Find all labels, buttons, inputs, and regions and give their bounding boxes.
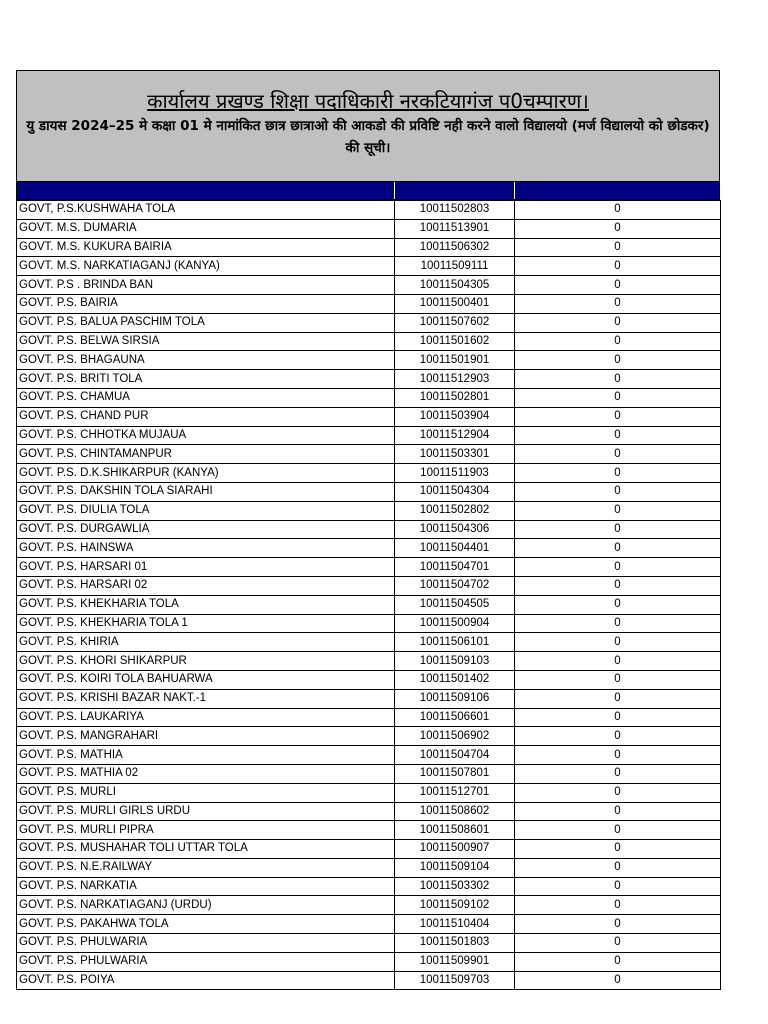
- school-name-cell: GOVT. P.S. HARSARI 02: [17, 576, 395, 595]
- table-row: [17, 219, 721, 238]
- table-row: [17, 952, 721, 971]
- school-name-cell: GOVT. P.S. BHAGAUNA: [17, 351, 395, 370]
- udise-code-cell: 10011504305: [395, 276, 515, 295]
- school-name-cell: GOVT. P.S. MURLI GIRLS URDU: [17, 802, 395, 821]
- enrollment-count-cell: 0: [515, 576, 721, 595]
- table-row: [17, 501, 721, 520]
- school-name-cell: GOVT. P.S. NARKATIA: [17, 877, 395, 896]
- udise-code-cell: 10011503302: [395, 877, 515, 896]
- school-name-cell: GOVT. P.S. DIULIA TOLA: [17, 501, 395, 520]
- udise-code-cell: 10011507801: [395, 764, 515, 783]
- table-row: [17, 294, 721, 313]
- udise-code-cell: 10011500401: [395, 294, 515, 313]
- school-name-cell: GOVT. P.S. BRITI TOLA: [17, 370, 395, 389]
- udise-code-cell: 10011509103: [395, 652, 515, 671]
- school-name-cell: GOVT. P.S. MATHIA 02: [17, 764, 395, 783]
- school-name-cell: GOVT. P.S. HAINSWA: [17, 539, 395, 558]
- page-title: कार्यालय प्रखण्ड शिक्षा पदाधिकारी नरकटियागंज प0चम्पारण।: [147, 89, 589, 113]
- school-name-cell: GOVT. P.S. N.E.RAILWAY: [17, 858, 395, 877]
- school-name-cell: GOVT. P.S. CHHOTKA MUJAUA: [17, 426, 395, 445]
- table-row: [17, 783, 721, 802]
- table-row: [17, 689, 721, 708]
- enrollment-count-cell: 0: [515, 445, 721, 464]
- school-name-cell: GOVT. M.S. NARKATIAGANJ (KANYA): [17, 257, 395, 276]
- udise-code-cell: 10011502801: [395, 388, 515, 407]
- table-row: [17, 934, 721, 953]
- udise-code-cell: 10011512904: [395, 426, 515, 445]
- udise-code-cell: 10011506101: [395, 633, 515, 652]
- enrollment-count-cell: 0: [515, 915, 721, 934]
- enrollment-count-cell: 0: [515, 802, 721, 821]
- udise-code-cell: 10011504702: [395, 576, 515, 595]
- table-row: [17, 708, 721, 727]
- udise-code-cell: 10011509111: [395, 257, 515, 276]
- table-row: [17, 407, 721, 426]
- column-header-name: [17, 182, 395, 199]
- udise-code-cell: 10011509102: [395, 896, 515, 915]
- udise-code-cell: 10011502803: [395, 201, 515, 220]
- udise-code-cell: 10011500904: [395, 614, 515, 633]
- enrollment-count-cell: 0: [515, 276, 721, 295]
- enrollment-count-cell: 0: [515, 388, 721, 407]
- school-name-cell: GOVT. P.S. HARSARI 01: [17, 558, 395, 577]
- enrollment-count-cell: 0: [515, 840, 721, 859]
- enrollment-count-cell: 0: [515, 952, 721, 971]
- enrollment-count-cell: 0: [515, 652, 721, 671]
- table-row: [17, 445, 721, 464]
- table-row: [17, 746, 721, 765]
- school-name-cell: GOVT. P.S. MATHIA: [17, 746, 395, 765]
- udise-code-cell: 10011501402: [395, 670, 515, 689]
- school-name-cell: GOVT. P.S. BELWA SIRSIA: [17, 332, 395, 351]
- enrollment-count-cell: 0: [515, 633, 721, 652]
- table-row: [17, 426, 721, 445]
- table-row: [17, 464, 721, 483]
- enrollment-count-cell: 0: [515, 934, 721, 953]
- udise-code-cell: 10011504306: [395, 520, 515, 539]
- udise-code-cell: 10011504701: [395, 558, 515, 577]
- enrollment-count-cell: 0: [515, 896, 721, 915]
- table-row: [17, 764, 721, 783]
- school-name-cell: GOVT. P.S. PHULWARIA: [17, 952, 395, 971]
- udise-code-cell: 10011508601: [395, 821, 515, 840]
- school-name-cell: GOVT. P.S. BALUA PASCHIM TOLA: [17, 313, 395, 332]
- udise-code-cell: 10011513901: [395, 219, 515, 238]
- table-row: [17, 971, 721, 990]
- school-name-cell: GOVT. P.S. NARKATIAGANJ (URDU): [17, 896, 395, 915]
- udise-code-cell: 10011509106: [395, 689, 515, 708]
- table-row: [17, 313, 721, 332]
- udise-code-cell: 10011509104: [395, 858, 515, 877]
- school-name-cell: GOVT. P.S. D.K.SHIKARPUR (KANYA): [17, 464, 395, 483]
- enrollment-count-cell: 0: [515, 501, 721, 520]
- school-table: [16, 200, 721, 990]
- table-row: [17, 858, 721, 877]
- enrollment-count-cell: 0: [515, 746, 721, 765]
- enrollment-count-cell: 0: [515, 482, 721, 501]
- spreadsheet-page: [16, 70, 720, 990]
- enrollment-count-cell: 0: [515, 821, 721, 840]
- table-row: [17, 520, 721, 539]
- udise-code-cell: 10011509901: [395, 952, 515, 971]
- table-row: [17, 821, 721, 840]
- enrollment-count-cell: 0: [515, 370, 721, 389]
- enrollment-count-cell: 0: [515, 238, 721, 257]
- table-row: [17, 388, 721, 407]
- school-name-cell: GOVT. P.S. BAIRIA: [17, 294, 395, 313]
- school-name-cell: GOVT. P.S . BRINDA BAN: [17, 276, 395, 295]
- table-row: [17, 840, 721, 859]
- table-row: [17, 915, 721, 934]
- enrollment-count-cell: 0: [515, 294, 721, 313]
- udise-code-cell: 10011504401: [395, 539, 515, 558]
- udise-code-cell: 10011507602: [395, 313, 515, 332]
- school-name-cell: GOVT. P.S. KHORI SHIKARPUR: [17, 652, 395, 671]
- udise-code-cell: 10011504505: [395, 595, 515, 614]
- udise-code-cell: 10011510404: [395, 915, 515, 934]
- table-row: [17, 595, 721, 614]
- enrollment-count-cell: 0: [515, 558, 721, 577]
- table-row: [17, 614, 721, 633]
- enrollment-count-cell: 0: [515, 426, 721, 445]
- column-header-count: [515, 182, 721, 199]
- udise-code-cell: 10011503904: [395, 407, 515, 426]
- school-name-cell: GOVT. P.S. PAKAHWA TOLA: [17, 915, 395, 934]
- school-name-cell: GOVT. P.S. CHINTAMANPUR: [17, 445, 395, 464]
- table-row: [17, 370, 721, 389]
- enrollment-count-cell: 0: [515, 539, 721, 558]
- enrollment-count-cell: 0: [515, 257, 721, 276]
- school-name-cell: GOVT. M.S. KUKURA BAIRIA: [17, 238, 395, 257]
- table-row: [17, 896, 721, 915]
- page-subtitle: यु डायस 2024–25 मे कक्षा 01 मे नामांकित छात्र छात्राओ की आकडो की प्रविष्टि नही करने वालो विद्यालयो (मर्ज विद्यालयो को छोडकर) की सूची।: [26, 118, 710, 156]
- table-row: [17, 558, 721, 577]
- table-row: [17, 633, 721, 652]
- enrollment-count-cell: 0: [515, 670, 721, 689]
- udise-code-cell: 10011512903: [395, 370, 515, 389]
- enrollment-count-cell: 0: [515, 464, 721, 483]
- udise-code-cell: 10011511903: [395, 464, 515, 483]
- udise-code-cell: 10011500907: [395, 840, 515, 859]
- udise-code-cell: 10011512701: [395, 783, 515, 802]
- enrollment-count-cell: 0: [515, 877, 721, 896]
- table-row: [17, 670, 721, 689]
- column-header-bar: [16, 182, 720, 200]
- udise-code-cell: 10011501803: [395, 934, 515, 953]
- enrollment-count-cell: 0: [515, 201, 721, 220]
- udise-code-cell: 10011501901: [395, 351, 515, 370]
- enrollment-count-cell: 0: [515, 708, 721, 727]
- table-row: [17, 332, 721, 351]
- udise-code-cell: 10011506302: [395, 238, 515, 257]
- enrollment-count-cell: 0: [515, 783, 721, 802]
- enrollment-count-cell: 0: [515, 971, 721, 990]
- table-row: [17, 201, 721, 220]
- school-name-cell: GOVT. P.S. KRISHI BAZAR NAKT.-1: [17, 689, 395, 708]
- table-body: [17, 201, 721, 990]
- table-row: [17, 276, 721, 295]
- school-name-cell: GOVT. P.S. KOIRI TOLA BAHUARWA: [17, 670, 395, 689]
- school-name-cell: GOVT. P.S. MANGRAHARI: [17, 727, 395, 746]
- enrollment-count-cell: 0: [515, 595, 721, 614]
- enrollment-count-cell: 0: [515, 858, 721, 877]
- header-box: [16, 70, 720, 182]
- table-row: [17, 802, 721, 821]
- school-name-cell: GOVT. P.S. POIYA: [17, 971, 395, 990]
- table-row: [17, 727, 721, 746]
- table-row: [17, 257, 721, 276]
- school-name-cell: GOVT. P.S. LAUKARIYA: [17, 708, 395, 727]
- enrollment-count-cell: 0: [515, 520, 721, 539]
- udise-code-cell: 10011508602: [395, 802, 515, 821]
- udise-code-cell: 10011501602: [395, 332, 515, 351]
- school-name-cell: GOVT. P.S. KHIRIA: [17, 633, 395, 652]
- table-row: [17, 539, 721, 558]
- enrollment-count-cell: 0: [515, 313, 721, 332]
- school-name-cell: GOVT. P.S. MURLI: [17, 783, 395, 802]
- column-header-code: [395, 182, 515, 199]
- enrollment-count-cell: 0: [515, 407, 721, 426]
- udise-code-cell: 10011506601: [395, 708, 515, 727]
- enrollment-count-cell: 0: [515, 332, 721, 351]
- school-name-cell: GOVT. P.S. DAKSHIN TOLA SIARAHI: [17, 482, 395, 501]
- school-name-cell: GOVT. M.S. DUMARIA: [17, 219, 395, 238]
- table-row: [17, 482, 721, 501]
- enrollment-count-cell: 0: [515, 351, 721, 370]
- table-row: [17, 576, 721, 595]
- school-name-cell: GOVT. P.S. DURGAWLIA: [17, 520, 395, 539]
- enrollment-count-cell: 0: [515, 614, 721, 633]
- udise-code-cell: 10011504704: [395, 746, 515, 765]
- school-name-cell: GOVT, P.S.KUSHWAHA TOLA: [17, 201, 395, 220]
- enrollment-count-cell: 0: [515, 219, 721, 238]
- table-row: [17, 652, 721, 671]
- udise-code-cell: 10011503301: [395, 445, 515, 464]
- table-row: [17, 238, 721, 257]
- udise-code-cell: 10011504304: [395, 482, 515, 501]
- enrollment-count-cell: 0: [515, 764, 721, 783]
- school-name-cell: GOVT. P.S. MUSHAHAR TOLI UTTAR TOLA: [17, 840, 395, 859]
- school-name-cell: GOVT. P.S. KHEKHARIA TOLA: [17, 595, 395, 614]
- table-row: [17, 877, 721, 896]
- school-name-cell: GOVT. P.S. PHULWARIA: [17, 934, 395, 953]
- table-row: [17, 351, 721, 370]
- school-name-cell: GOVT. P.S. CHAMUA: [17, 388, 395, 407]
- school-name-cell: GOVT. P.S. MURLI PIPRA: [17, 821, 395, 840]
- enrollment-count-cell: 0: [515, 689, 721, 708]
- school-name-cell: GOVT. P.S. KHEKHARIA TOLA 1: [17, 614, 395, 633]
- enrollment-count-cell: 0: [515, 727, 721, 746]
- udise-code-cell: 10011506902: [395, 727, 515, 746]
- udise-code-cell: 10011502802: [395, 501, 515, 520]
- school-name-cell: GOVT. P.S. CHAND PUR: [17, 407, 395, 426]
- udise-code-cell: 10011509703: [395, 971, 515, 990]
